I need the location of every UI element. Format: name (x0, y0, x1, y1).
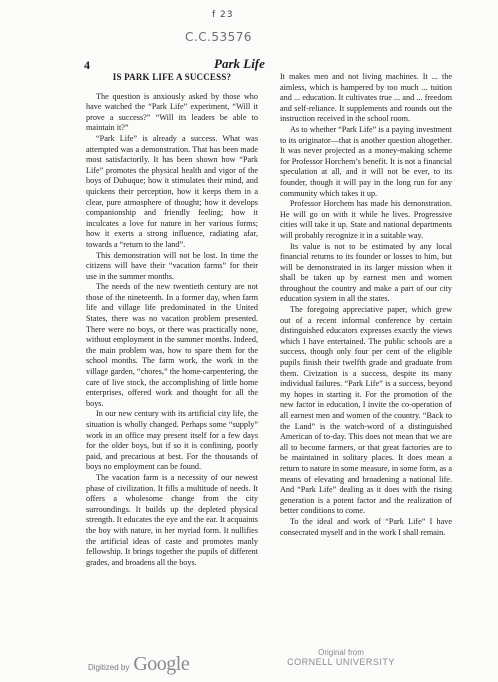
right-column (280, 72, 452, 538)
digitized-by-label: Digitized by (88, 663, 130, 672)
paragraph: “Park Life” is already a success. What was attempted was a demonstration. That has been made most satisfactorily. It has been shown how “Park Life” promotes the physical health and vigor of the boys of Dubuque; how it stimulates their mind, and quickens their perception, how it keeps them in a clear, pure atmosphere of thought; how it develops companionship and friendly feeling; how it inculcates a love for nature in her various forms; how it exerts a strong influence, radiating afar, towards a “return to the land”. (86, 133, 258, 249)
paragraph: Its value is not to be estimated by any local financial returns to its founder or losses to him, but will be demonstrated in its larger mission when it shall be taken up by earnest men and women throughout the country and make a part of our city education system in all the states. (280, 241, 452, 304)
original-from-label: Original from (318, 648, 364, 657)
institution-name: CORNELL UNIVERSITY (287, 657, 395, 667)
paragraph: Professor Horchem has made his demonstration. He will go on with it while he lives. Progressive cities will take it up. State and national departments will probably recognize it in a suitable way. (280, 199, 452, 240)
paragraph: The needs of the new twentieth century are not those of the nineteenth. In a former day, when farm life and village life predominated in the United States, there was no vacation problem presented. There were no boys, or there was practically none, without employment in the summer months. Indeed, the main problem was, how to spare them for the school months. The farm work, the work in the village garden, “chores,” the home-carpentering, the care of live stock, the accomplishing of little home enterprises, offered work and thought for all the boys. (86, 282, 258, 408)
left-column (86, 72, 258, 568)
digitized-by-google (88, 653, 189, 676)
article-title: IS PARK LIFE A SUCCESS? (112, 72, 232, 82)
paragraph: The foregoing appreciative paper, which grew out of a recent informal conference by certain distinguished educators expresses exactly the views which I have entertained. The public schools are a success, though only four per cent of the eligible pupils finish their twelfth grade and graduate from them. Civization is a success, despite its many individual failures. “Park Life” is a success, beyond my hopes in starting it. For the promotion of the new factor in education, I invite the co-operation of all earnest men and women of the country. “Back to the Land” is the watch-word of a distinguished American of to-day. This does not mean that we are all to become farmers, or that great factories are to be maintained in solitary places. It does mean a return to nature in some measure, in some form, as a means of elevating and broadening a national life. And “Park Life” dealing as it does with the rising generation is a potent factor and the realization of better conditions to come. (280, 305, 452, 516)
footer-watermark (0, 644, 498, 682)
paragraph: The vacation farm is a necessity of our newest phase of civilization. It fills a multitude of needs. It offers a wholesome change from the city surroundings. It builds up the depleted physical strength. It educates the eye and the ear. It acquaints the boy with nature, in her myriad form. It nullifies the artificial ideas of caste and promotes manly fellowship. It brings together the pupils of different grades, and broadens all the boys. (86, 472, 258, 567)
paragraph: In our new century with its artificial city life, the situation is wholly changed. Perhaps some “supply” work in an office may present itself for a few days for the older boys, but if so it is confining, poorly paid, and precarious at best. For the thousands of boys no employment can be found. (86, 409, 258, 472)
paragraph: To the ideal and work of “Park Life” I have consecrated myself and in the work I shall remain. (280, 516, 452, 537)
page-number: 4 (84, 58, 90, 72)
paragraph: This demonstration will not be lost. In time the citizens will have their “vacation farms” for their use in the summer months. (86, 250, 258, 281)
paragraph: The question is anxiously asked by those who have watched the “Park Life” experiment, “Will it prove a success?” “Will its leaders be able to maintain it?” (86, 91, 258, 133)
library-stamp: C.C.53576 (185, 30, 253, 44)
google-logo: Google (133, 653, 190, 675)
running-head: Park Life (214, 56, 265, 71)
original-from (286, 648, 396, 667)
paragraph-continuation: It makes men and not living machines. It ... the aimless, which is hampered by too much ... tuition and ... education. It cultivates true ... and ... freedom and self-reliance. It supplements and rounds out the instruction received in the school room. (280, 72, 452, 124)
paragraph: As to whether “Park Life” is a paying investment to its originator—that is another question altogether. It was never projected as a money-making scheme for Professor Horchem’s benefit. It is not a financial speculation at all, and it will not be ever, to its founder, though it will pay in the long run for any community which takes it up. (280, 124, 452, 198)
handwritten-note: f 23 (212, 10, 234, 20)
